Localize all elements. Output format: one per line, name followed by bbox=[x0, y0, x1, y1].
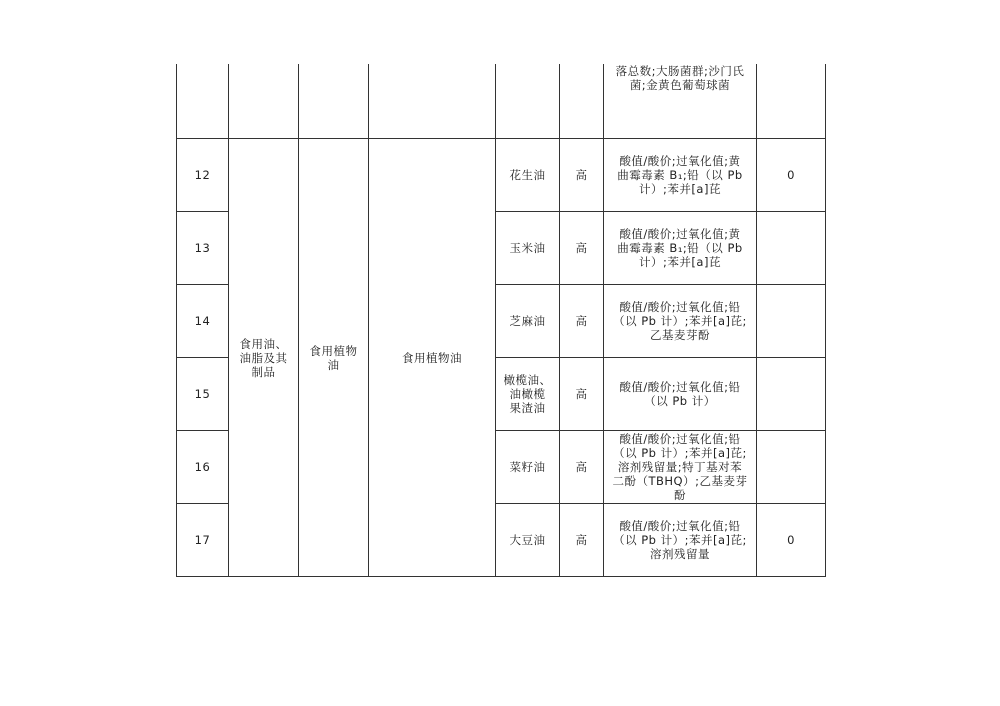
cell-category bbox=[229, 139, 299, 577]
test-items-line: （以 Pb 计）;苯并[a]芘; bbox=[613, 314, 747, 328]
cell-risk: 高 bbox=[560, 431, 604, 504]
cell-mark bbox=[757, 358, 826, 431]
cell-mark bbox=[757, 212, 826, 285]
cell-no: 17 bbox=[177, 504, 229, 577]
cell-name: 玉米油 bbox=[496, 212, 560, 285]
table-row bbox=[177, 139, 826, 212]
cell-no: 12 bbox=[177, 139, 229, 212]
cell-no: 14 bbox=[177, 285, 229, 358]
cell-test-items bbox=[604, 285, 757, 358]
name-line: 果渣油 bbox=[509, 401, 546, 415]
cell-test-items bbox=[604, 212, 757, 285]
test-items-line: 酸值/酸价;过氧化值;黄 bbox=[619, 154, 741, 168]
cell-subcategory bbox=[299, 64, 369, 139]
cell-name bbox=[496, 358, 560, 431]
category-line: 食用油、 bbox=[239, 336, 288, 351]
cell-test-items bbox=[604, 431, 757, 504]
cell-risk bbox=[560, 64, 604, 139]
test-items-line: 酸值/酸价;过氧化值;铅 bbox=[619, 432, 741, 446]
cell-test-items bbox=[604, 358, 757, 431]
cell-test-items bbox=[604, 504, 757, 577]
test-items-line: 溶剂残留量;特丁基对苯 bbox=[617, 460, 743, 474]
name-line: 油橄榄 bbox=[509, 387, 546, 401]
test-items-line: 溶剂残留量 bbox=[650, 547, 710, 561]
cell-name: 菜籽油 bbox=[496, 431, 560, 504]
cell-variety bbox=[369, 64, 496, 139]
subcategory-line: 食用植物 bbox=[309, 343, 358, 358]
cell-no bbox=[177, 64, 229, 139]
cell-subcategory bbox=[299, 139, 369, 577]
table-row-partial bbox=[177, 64, 826, 139]
test-items-line: 酸值/酸价;过氧化值;铅 bbox=[619, 519, 741, 533]
cell-risk: 高 bbox=[560, 285, 604, 358]
cell-no: 16 bbox=[177, 431, 229, 504]
name-line: 橄榄油、 bbox=[503, 373, 552, 387]
cell-no: 15 bbox=[177, 358, 229, 431]
cell-risk: 高 bbox=[560, 358, 604, 431]
test-items-line: 落总数;大肠菌群;沙门氏 bbox=[615, 64, 745, 78]
test-items-line: 酸值/酸价;过氧化值;铅 bbox=[619, 380, 741, 394]
cell-name bbox=[496, 64, 560, 139]
subcategory-line: 油 bbox=[327, 357, 340, 372]
sampling-table bbox=[176, 64, 826, 577]
test-items-line: 计）;苯并[a]芘 bbox=[639, 255, 721, 269]
category-line: 油脂及其 bbox=[239, 350, 288, 365]
cell-name: 花生油 bbox=[496, 139, 560, 212]
category-line: 制品 bbox=[251, 364, 276, 379]
cell-mark bbox=[757, 431, 826, 504]
cell-risk: 高 bbox=[560, 139, 604, 212]
cell-name: 大豆油 bbox=[496, 504, 560, 577]
cell-no: 13 bbox=[177, 212, 229, 285]
cell-mark bbox=[757, 64, 826, 139]
cell-mark bbox=[757, 285, 826, 358]
cell-test-items bbox=[604, 64, 757, 139]
cell-test-items bbox=[604, 139, 757, 212]
cell-variety: 食用植物油 bbox=[369, 139, 496, 577]
test-items-line: 曲霉毒素 B₁;铅（以 Pb bbox=[617, 241, 743, 255]
cell-mark: 0 bbox=[757, 504, 826, 577]
test-items-line: （以 Pb 计） bbox=[644, 394, 716, 408]
test-items-line: 酸值/酸价;过氧化值;黄 bbox=[619, 227, 741, 241]
test-items-line: 曲霉毒素 B₁;铅（以 Pb bbox=[617, 168, 743, 182]
cell-category bbox=[229, 64, 299, 139]
test-items-line: 乙基麦芽酚 bbox=[650, 328, 710, 342]
cell-risk: 高 bbox=[560, 504, 604, 577]
test-items-line: （以 Pb 计）;苯并[a]芘; bbox=[613, 446, 747, 460]
test-items-line: 计）;苯并[a]芘 bbox=[639, 182, 721, 196]
test-items-line: 二酚（TBHQ）;乙基麦芽 bbox=[612, 474, 748, 488]
test-items-line: 菌;金黄色葡萄球菌 bbox=[629, 78, 731, 92]
cell-risk: 高 bbox=[560, 212, 604, 285]
cell-mark: 0 bbox=[757, 139, 826, 212]
test-items-line: 酸值/酸价;过氧化值;铅 bbox=[619, 300, 741, 314]
test-items-line: 酚 bbox=[674, 488, 686, 502]
test-items-line: （以 Pb 计）;苯并[a]芘; bbox=[613, 533, 747, 547]
cell-name: 芝麻油 bbox=[496, 285, 560, 358]
